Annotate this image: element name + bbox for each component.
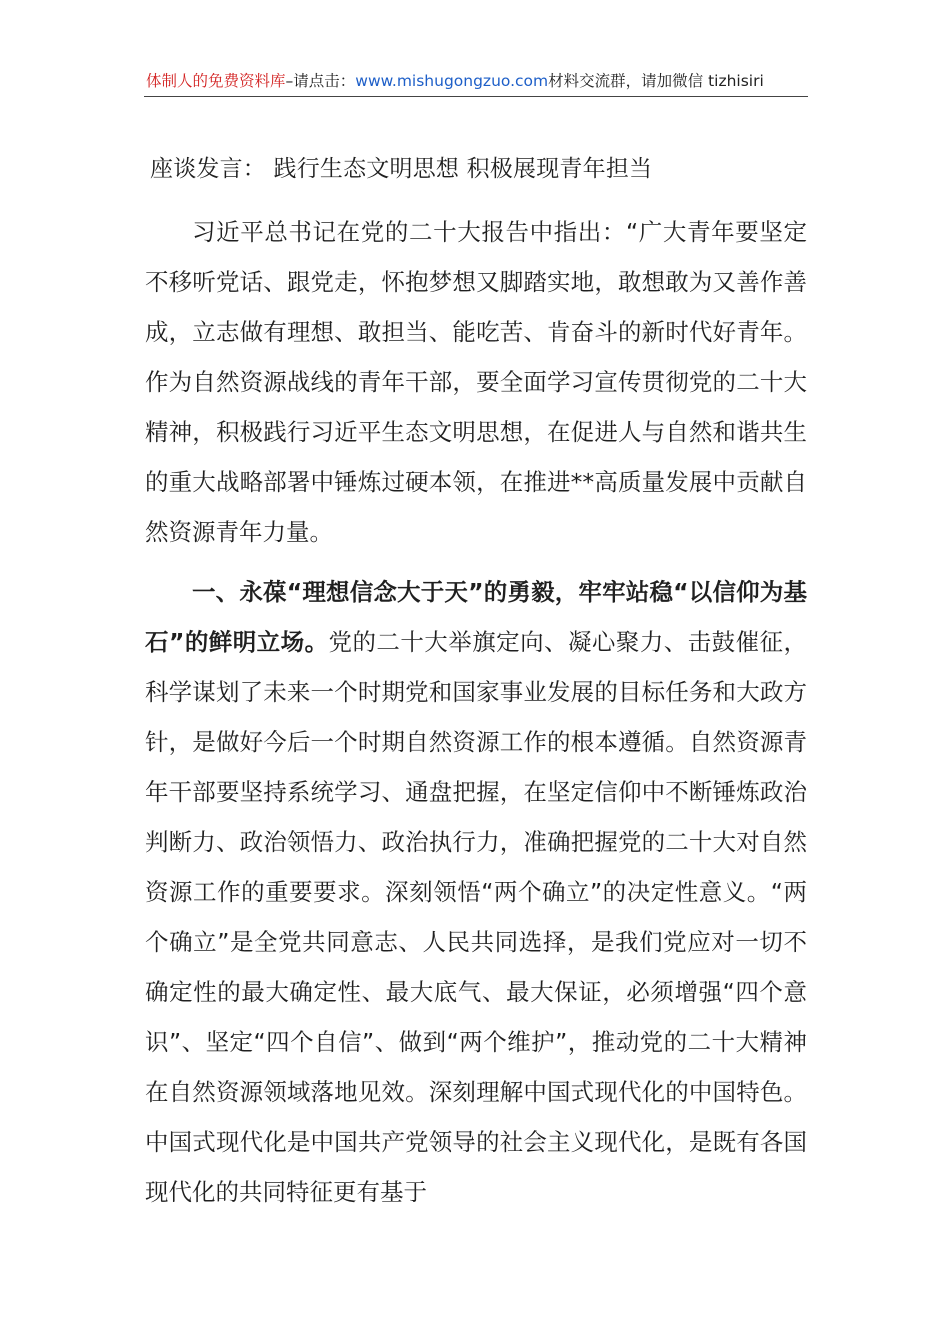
header-url-link[interactable]: www.mishugongzuo.com (355, 72, 549, 90)
section-1-body: 党的二十大举旗定向、凝心聚力、击鼓催征，科学谋划了未来一个时期党和国家事业发展的目标任务和大政方针，是做好今后一个时期自然资源工作的根本遵循。自然资源青年干部要坚持系统学习、通盘把握，在坚定信仰中不断锤炼政治判断力、政治领悟力、政治执行力，准确把握党的二十大对自然资源工作的重要要求。深刻领悟“两个确立”的决定性意义。“两个确立”是全党共同意志、人民共同选择，是我们党应对一切不确定性的最大确定性、最大底气、最大保证，必须增强“四个意识”、坚定“四个自信”、做到“两个维护”，推动党的二十大精神在自然资源领域落地见效。深刻理解中国式现代化的中国特色。中国式现代化是中国共产党领导的社会主义现代化，是既有各国现代化的共同特征更有基于 (145, 628, 807, 1206)
header-contact: 材料交流群，请加微信 tizhisiri (548, 72, 764, 90)
document-body (145, 207, 807, 1217)
header-prompt: –请点击： (285, 72, 356, 90)
header-divider (144, 96, 808, 97)
section-1-heading: 一、永葆“理想信念大于天”的勇毅，牢牢站稳“以信仰为基石”的鲜明立场。 (145, 578, 807, 656)
page-header (146, 68, 806, 94)
intro-paragraph: 习近平总书记在党的二十大报告中指出：“广大青年要坚定不移听党话、跟党走，怀抱梦想又脚踏实地，敢想敢为又善作善成，立志做有理想、敢担当、能吃苦、肯奋斗的新时代好青年。作为自然资源战线的青年干部，要全面学习宣传贯彻党的二十大精神，积极践行习近平生态文明思想，在促进人与自然和谐共生的重大战略部署中锤炼过硬本领，在推进**高质量发展中贡献自然资源青年力量。 (145, 218, 807, 546)
header-brand: 体制人的免费资料库 (146, 72, 286, 90)
document-title: 座谈发言： 践行生态文明思想 积极展现青年担当 (150, 156, 653, 182)
section-1-paragraph (145, 567, 807, 1217)
